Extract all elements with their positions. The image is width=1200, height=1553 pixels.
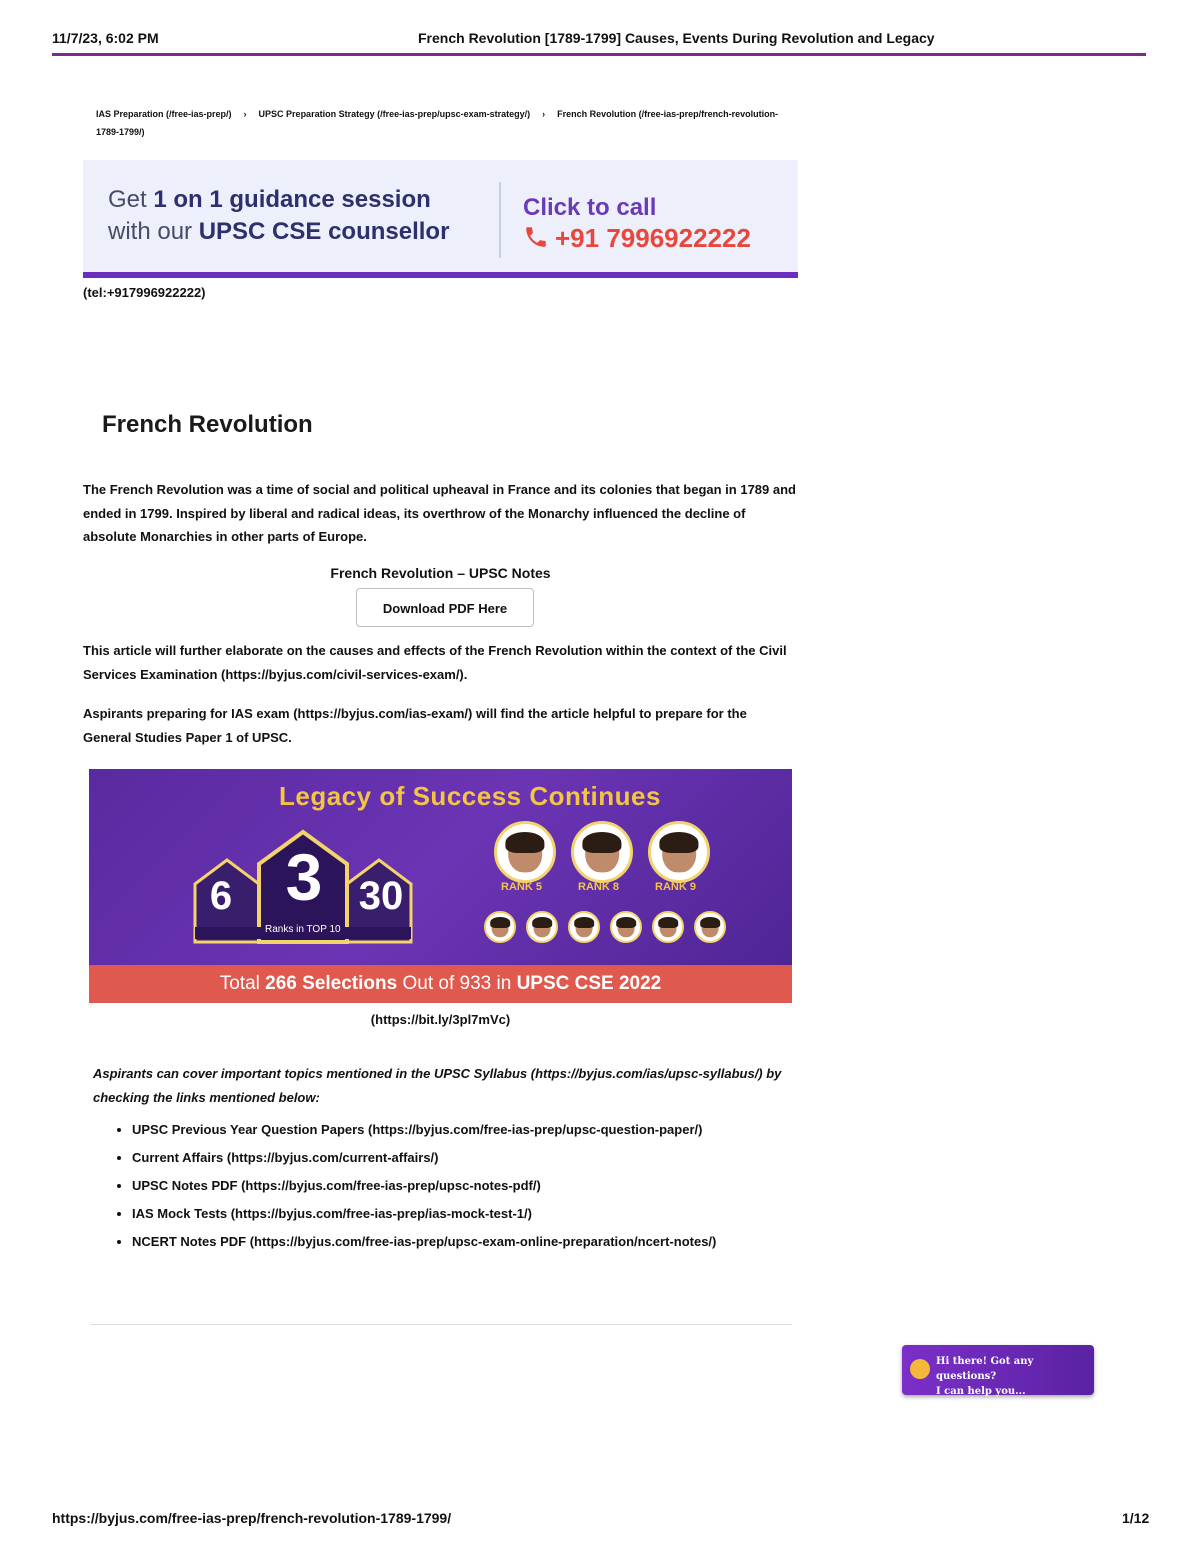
- breadcrumb-separator: ›: [542, 109, 546, 119]
- success-banner-title: Legacy of Success Continues: [279, 781, 661, 811]
- click-to-call-label: Click to call: [523, 194, 657, 221]
- guidance-call-banner[interactable]: [83, 160, 798, 278]
- list-item[interactable]: • UPSC Notes PDF (https://byjus.com/free-ias-prep/upsc-notes-pdf/): [132, 1174, 792, 1198]
- count-top10: 3: [285, 840, 323, 914]
- success-banner-graphic: [89, 769, 792, 965]
- print-date: 11/7/23, 6:02 PM: [52, 30, 159, 46]
- resource-links-list: [110, 1118, 792, 1258]
- chat-message: Hi there! Got any questions? I can help you...: [936, 1356, 1034, 1397]
- tel-link[interactable]: (tel:+917996922222): [83, 285, 206, 300]
- rank-label: RANK 9: [655, 881, 696, 893]
- guidance-line-1: Get 1 on 1 guidance session: [108, 186, 431, 213]
- section-divider: [90, 1324, 792, 1325]
- count-top20: 6: [209, 874, 233, 918]
- avatar-small: [568, 911, 600, 943]
- phone-number[interactable]: +91 7996922222: [523, 223, 751, 254]
- count-top100: 30: [358, 874, 404, 918]
- phone-icon: [523, 224, 549, 250]
- avatar-small: [652, 911, 684, 943]
- breadcrumb: [96, 105, 796, 141]
- article-paragraph-ias: Aspirants preparing for IAS exam (https://byjus.com/ias-exam/) will find the article helpful to prepare for the General Studies Paper 1 of UPSC.: [83, 706, 747, 745]
- banner-link[interactable]: (https://bit.ly/3pl7mVc): [370, 1012, 511, 1027]
- list-item[interactable]: • NCERT Notes PDF (https://byjus.com/free-ias-prep/upsc-exam-online-preparation/ncert-notes/): [132, 1230, 792, 1254]
- breadcrumb-item-upsc-strategy[interactable]: UPSC Preparation Strategy (/free-ias-prep/upsc-exam-strategy/): [258, 109, 531, 119]
- breadcrumb-item-french-revolution[interactable]: French Revolution (/free-ias-prep/french-revolution-1789-1799/): [96, 109, 779, 137]
- breadcrumb-item-ias-preparation[interactable]: IAS Preparation (/free-ias-prep/): [96, 109, 232, 119]
- page-number: 1/12: [1122, 1510, 1150, 1526]
- print-url: https://byjus.com/free-ias-prep/french-revolution-1789-1799/: [52, 1510, 452, 1526]
- caption-top10: Ranks in TOP 10: [265, 924, 341, 935]
- download-pdf-button[interactable]: Download PDF Here: [356, 588, 534, 627]
- header-divider: [52, 53, 1146, 56]
- list-item[interactable]: • Current Affairs (https://byjus.com/current-affairs/): [132, 1146, 792, 1170]
- chat-widget[interactable]: [902, 1345, 1094, 1395]
- avatar-rank-9: [648, 821, 710, 883]
- article-paragraph-cse: This article will further elaborate on the causes and effects of the French Revolution within the context of the Civil Services Examination (https://byjus.com/civil-services-exam/).: [83, 643, 787, 682]
- chat-icon: [910, 1359, 930, 1379]
- breadcrumb-separator: ›: [243, 109, 247, 119]
- avatar-rank-5: [494, 821, 556, 883]
- avatar-small: [694, 911, 726, 943]
- syllabus-note: Aspirants can cover important topics mentioned in the UPSC Syllabus (https://byjus.com/ias/upsc-syllabus/) by checking the links mentioned below:: [93, 1066, 782, 1105]
- rank-label: RANK 8: [578, 881, 619, 893]
- success-banner-footer: Total 266 Selections Out of 933 in UPSC CSE 2022: [89, 965, 792, 1003]
- avatar-small: [484, 911, 516, 943]
- list-item[interactable]: • UPSC Previous Year Question Papers (https://byjus.com/free-ias-prep/upsc-question-paper/): [132, 1118, 792, 1142]
- avatar-rank-8: [571, 821, 633, 883]
- rank-label: RANK 5: [501, 881, 542, 893]
- print-page-title: French Revolution [1789-1799] Causes, Events During Revolution and Legacy: [418, 30, 935, 46]
- article-heading: French Revolution: [102, 411, 313, 438]
- success-banner[interactable]: [89, 769, 792, 1003]
- guidance-line-2: with our UPSC CSE counsellor: [108, 218, 450, 245]
- list-item[interactable]: • IAS Mock Tests (https://byjus.com/free-ias-prep/ias-mock-test-1/): [132, 1202, 792, 1226]
- banner-divider: [499, 182, 501, 258]
- avatar-small: [526, 911, 558, 943]
- notes-title: French Revolution – UPSC Notes: [330, 565, 551, 581]
- article-intro: The French Revolution was a time of social and political upheaval in France and its colonies that began in 1789 and ended in 1799. Inspired by liberal and radical ideas, its overthrow of the Monarchy influenced the decline of absolute Monarchies in other parts of Europe.: [83, 482, 796, 544]
- avatar-small: [610, 911, 642, 943]
